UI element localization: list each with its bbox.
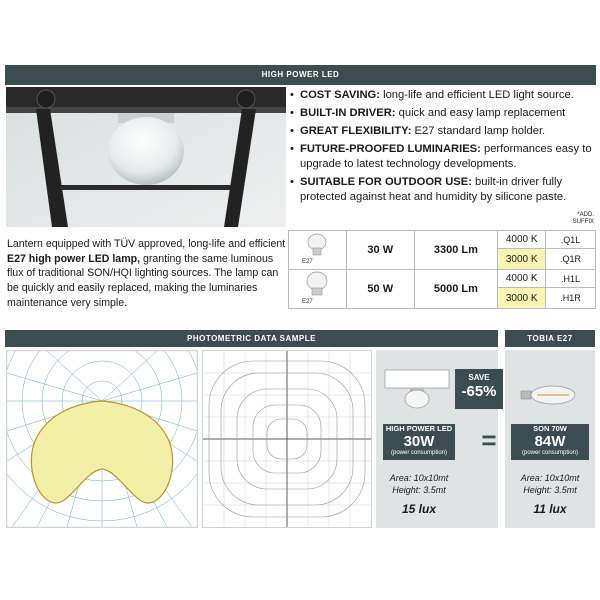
temp-cell: 3000 K [498,249,546,270]
save-badge: SAVE -65% [455,369,503,409]
feature-item: • SUITABLE FOR OUTDOOR USE: built-in driver fully protected against heat and humidity by silicone paste. [290,175,596,205]
feature-item: • FUTURE-PROOFED LUMINARIES: performances easy to upgrade to latest technology developments. [290,142,596,172]
temp-cell: 4000 K [498,231,546,249]
comparison-son-box [505,350,595,528]
isolux-diagram [202,350,372,528]
flux-cell: 5000 Lm [414,270,498,309]
led-fixture-icon [382,366,452,412]
son-power-tag: SON 70W 84W (power consumption) [511,424,589,460]
flux-cell: 3300 Lm [414,231,498,270]
lamp-icon-cell [289,231,347,270]
spec-table [288,230,596,309]
led-lamp-icon [297,271,337,305]
led-lux-value: 15 lux [401,502,437,516]
table-row [289,231,596,249]
svg-text:E27: E27 [302,298,314,305]
feature-item: • BUILT-IN DRIVER: quick and easy lamp replacement [290,106,596,121]
suffix-cell: .H1R [546,288,596,309]
led-power-tag: HIGH POWER LED 30W (power consumption) [383,424,455,460]
section-header-tobia: TOBIA E27 [505,330,595,347]
suffix-cell: .H1L [546,270,596,288]
table-row [289,270,596,288]
feature-list [290,88,596,208]
suffix-cell: .Q1R [546,249,596,270]
polar-diagram [6,350,198,528]
son-area-info: Area: 10x10mt Height: 3.5mt [520,473,580,495]
add-suffix-note: *ADD. SUFFIX [572,212,594,225]
lantern-photo [6,87,286,227]
led-lamp-icon [297,233,337,265]
son-lux-value: 11 lux [533,502,567,516]
svg-text:E27: E27 [302,258,314,265]
description-text: Lantern equipped with TÜV approved, long-life and efficient E27 high power LED lamp, granting the same luminous flux of traditional SON/HQI lighting sources. The lamp can be quickly and easily replaced, making the luminaries maintenance very simple. [7,238,286,309]
lamp-icon-cell [289,270,347,309]
equals-sign: = [481,425,497,455]
son-lamp-icon [519,380,579,410]
temp-cell: 4000 K [498,270,546,288]
power-cell: 30 W [346,231,414,270]
power-cell: 50 W [346,270,414,309]
suffix-cell: .Q1L [546,231,596,249]
section-header-high-power-led: HIGH POWER LED [5,65,596,85]
feature-item: • GREAT FLEXIBILITY: E27 standard lamp holder. [290,124,596,139]
section-header-photometric: PHOTOMETRIC DATA SAMPLE [5,330,498,347]
led-area-info: Area: 10x10mt Height: 3.5mt [389,473,449,495]
temp-cell: 3000 K [498,288,546,309]
feature-item: • COST SAVING: long-life and efficient LED light source. [290,88,596,103]
